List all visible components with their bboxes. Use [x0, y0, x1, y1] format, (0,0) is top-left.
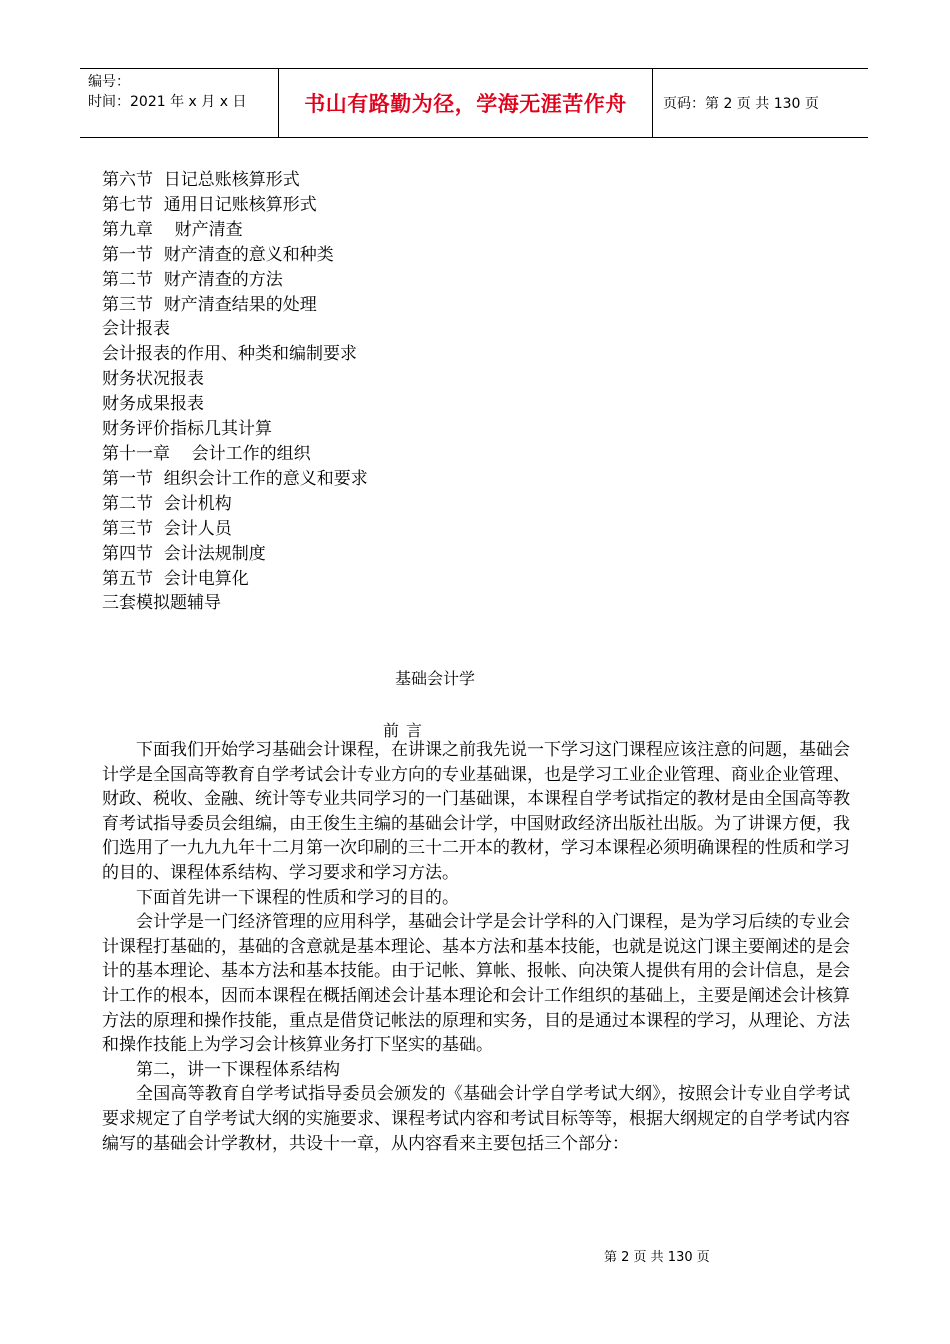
toc-item: 第十一章 会计工作的组织 — [102, 443, 311, 464]
header-table — [80, 68, 868, 138]
toc-item: 第七节 通用日记账核算形式 — [102, 194, 317, 215]
document-title: 基础会计学 — [394, 669, 475, 688]
number-label: 编号： — [88, 74, 130, 90]
page-footer: 第 2 页 共 130 页 — [604, 1250, 710, 1265]
body-text — [102, 738, 850, 1156]
toc-item: 财务成果报表 — [102, 394, 204, 415]
paragraph: 全国高等教育自学考试指导委员会颁发的《基础会计学自学考试大纲》，按照会计专业自学考试要求规定了自学考试大纲的实施要求、课程考试内容和考试目标等等，根据大纲规定的自学考试内容编写的基础会计学教材，共设十一章，从内容看来主要包括三个部分： — [102, 1084, 850, 1154]
toc-item: 第二节 财产清查的方法 — [102, 269, 283, 290]
toc-item: 财务评价指标几其计算 — [102, 419, 272, 440]
time-label: 时间：2021 年 x 月 x 日 — [88, 94, 247, 110]
paragraph: 会计学是一门经济管理的应用科学，基础会计学是会计学科的入门课程，是为学习后续的专业会计课程打基础的，基础的含意就是基本理论、基本方法和基本技能，也就是说这门课主要阐述的是会计的基本理论、基本方法和基本技能。由于记帐、算帐、报帐、向决策人提供有用的会计信息，是会计工作的根本，因而本课程在概括阐述会计基本理论和会计工作组织的基础上，主要是阐述会计核算方法的原理和操作技能，重点是借贷记帐法的原理和实务，目的是通过本课程的学习，从理论、方法和操作技能上为学习会计核算业务打下坚实的基础。 — [102, 912, 850, 1056]
toc-item: 第四节 会计法规制度 — [102, 543, 266, 564]
page-info: 页码：第 2 页 共 130 页 — [663, 96, 819, 112]
header-left-cell — [80, 69, 279, 137]
toc-item: 第二节 会计机构 — [102, 493, 232, 514]
toc-item: 会计报表的作用、种类和编制要求 — [102, 344, 357, 365]
paragraph: 下面我们开始学习基础会计课程，在讲课之前我先说一下学习这门课程应该注意的问题，基础会计学是全国高等教育自学考试会计专业方向的专业基础课，也是学习工业企业管理、商业企业管理、财政、税收、金融、统计等专业共同学习的一门基础课，本课程自学考试指定的教材是由全国高等教育考试指导委员会组编，由王俊生主编的基础会计学，中国财政经济出版社出版。为了讲课方便，我们选用了一九九九年十二月第一次印刷的三十二开本的教材，学习本课程必须明确课程的性质和学习的目的、课程体系结构、学习要求和学习方法。 — [102, 740, 850, 883]
toc-item: 财务状况报表 — [102, 369, 204, 390]
motto: 书山有路勤为径，学海无涯苦作舟 — [304, 92, 627, 116]
toc-item: 第三节 会计人员 — [102, 518, 232, 539]
toc-item: 第六节 日记总账核算形式 — [102, 170, 300, 190]
toc-item: 第五节 会计电算化 — [102, 568, 249, 589]
toc-item: 第三节 财产清查结果的处理 — [102, 294, 317, 315]
paragraph: 下面首先讲一下课程的性质和学习的目的。 — [136, 887, 459, 908]
toc-item: 第一节 财产清查的意义和种类 — [102, 244, 334, 265]
paragraph: 第二，讲一下课程体系结构 — [136, 1059, 340, 1080]
toc-item: 第一节 组织会计工作的意义和要求 — [102, 468, 368, 489]
toc-item: 会计报表 — [102, 319, 170, 340]
preface-title: 前 言 — [382, 721, 424, 740]
header-motto-cell — [279, 69, 653, 137]
toc-item: 三套模拟题辅导 — [102, 593, 221, 614]
header-page-cell — [653, 69, 868, 137]
table-of-contents — [102, 168, 368, 616]
toc-item: 第九章 财产清查 — [102, 219, 243, 240]
